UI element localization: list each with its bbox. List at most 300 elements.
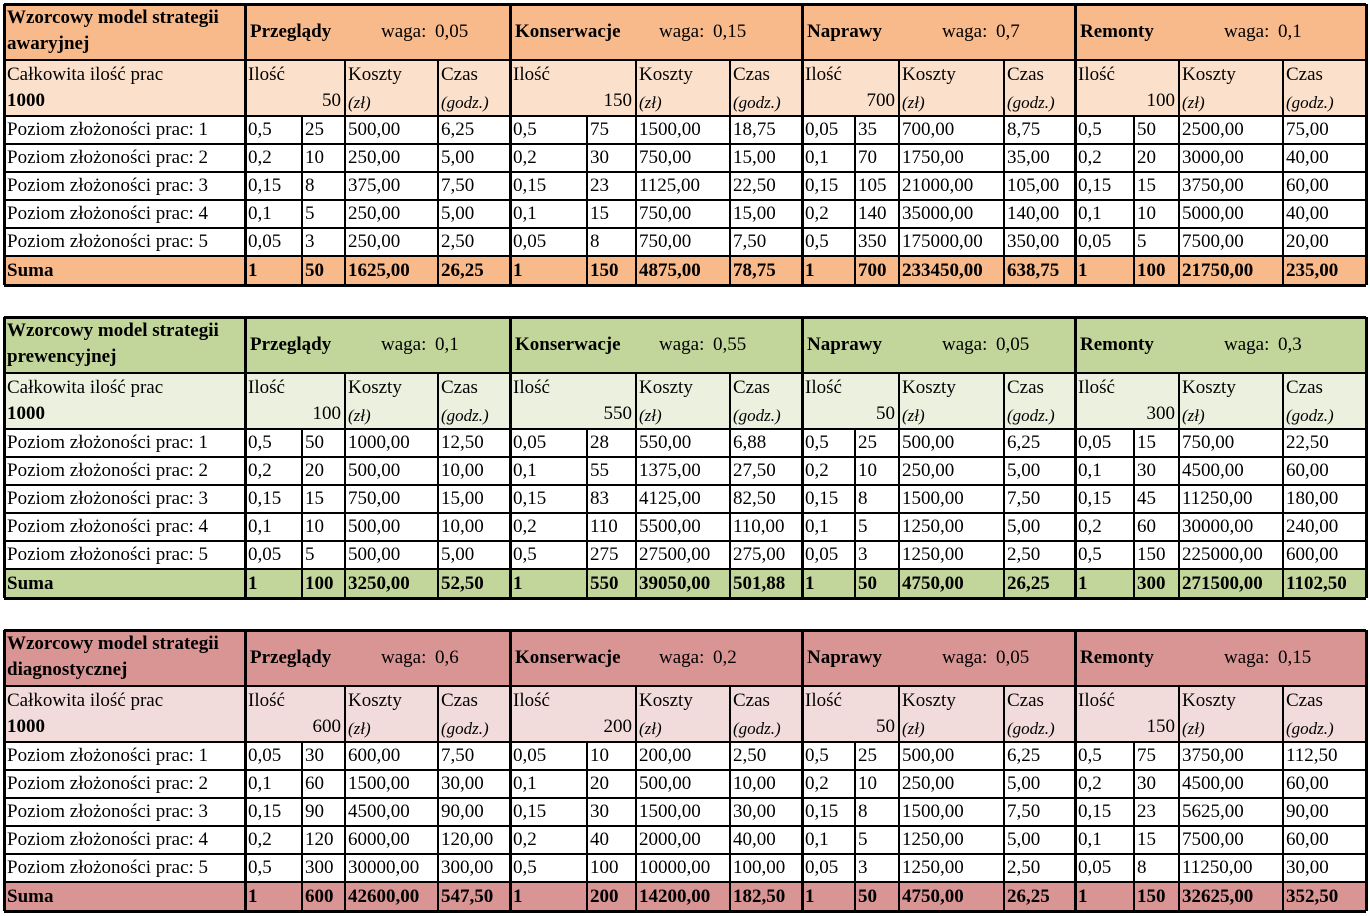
- time-header: Czas: [733, 64, 770, 85]
- total-works-value: 1000: [7, 90, 45, 111]
- table-cell: 0,05: [513, 745, 547, 766]
- table-cell: 10,00: [441, 516, 484, 537]
- level-label: Poziom złożoności prac: 4: [7, 203, 209, 224]
- grid-hline: [4, 456, 1366, 458]
- sum-cell: 1: [248, 260, 258, 281]
- table-cell: 175000,00: [902, 231, 983, 252]
- sum-cell: 26,25: [1007, 573, 1050, 594]
- grid-vline: [898, 686, 900, 911]
- table-cell: 0,2: [805, 773, 829, 794]
- table-cell: 0,15: [248, 175, 282, 196]
- group-name: Naprawy: [807, 21, 882, 42]
- time-header: Czas: [1286, 64, 1323, 85]
- table-cell: 8: [1137, 857, 1147, 878]
- grid-vline: [244, 317, 247, 598]
- grid-hline: [4, 741, 1366, 743]
- table-cell: 0,2: [248, 829, 272, 850]
- table-cell: 0,15: [805, 175, 839, 196]
- weight-label: waga:: [942, 21, 988, 42]
- weight-label: waga:: [659, 21, 705, 42]
- table-cell: 6,25: [1007, 432, 1041, 453]
- grid-vline: [1282, 686, 1284, 911]
- table-cell: 2,50: [1007, 857, 1041, 878]
- time-header: Czas: [441, 690, 478, 711]
- table-cell: 12,50: [441, 432, 484, 453]
- table-cell: 0,05: [1078, 231, 1112, 252]
- grid-vline: [1133, 742, 1135, 911]
- table-cell: 0,1: [1078, 203, 1102, 224]
- table-cell: 0,15: [513, 488, 547, 509]
- table-cell: 500,00: [348, 516, 401, 537]
- table-cell: 40,00: [733, 829, 776, 850]
- section-title-line2: diagnostycznej: [7, 659, 128, 680]
- sum-cell: 600: [305, 886, 334, 907]
- time-unit: (godz.): [1286, 719, 1334, 738]
- table-cell: 100,00: [733, 857, 786, 878]
- qty-header: Ilość: [513, 377, 550, 398]
- table-cell: 7,50: [441, 745, 475, 766]
- table-cell: 60,00: [1286, 773, 1329, 794]
- table-cell: 35000,00: [902, 203, 974, 224]
- cost-unit: (zł): [639, 93, 662, 112]
- cost-header: Koszty: [1182, 64, 1236, 85]
- table-cell: 1500,00: [639, 801, 701, 822]
- time-unit: (godz.): [733, 719, 781, 738]
- table-cell: 75: [590, 119, 609, 140]
- grid-vline: [437, 373, 439, 598]
- grid-hline: [4, 512, 1366, 514]
- table-cell: 60,00: [1286, 829, 1329, 850]
- time-header: Czas: [1286, 377, 1323, 398]
- table-cell: 30,00: [441, 773, 484, 794]
- grid-hline: [4, 428, 1366, 430]
- table-cell: 2000,00: [639, 829, 701, 850]
- table-cell: 1500,00: [348, 773, 410, 794]
- table-cell: 10: [1137, 203, 1156, 224]
- weight-value: 0,3: [1278, 334, 1302, 355]
- table-cell: 8: [858, 801, 868, 822]
- weight-value: 0,55: [713, 334, 747, 355]
- table-cell: 28: [590, 432, 609, 453]
- table-cell: 0,05: [248, 544, 282, 565]
- table-cell: 3750,00: [1182, 175, 1244, 196]
- sum-cell: 1: [1078, 886, 1088, 907]
- level-label: Poziom złożoności prac: 3: [7, 488, 209, 509]
- qty-header: Ilość: [805, 690, 842, 711]
- sum-cell: 1: [805, 260, 815, 281]
- grid-vline: [854, 742, 856, 911]
- table-cell: 5,00: [441, 147, 475, 168]
- sum-cell: 42600,00: [348, 886, 420, 907]
- grid-vline: [301, 742, 303, 911]
- table-cell: 40: [590, 829, 609, 850]
- table-cell: 105,00: [1007, 175, 1060, 196]
- time-header: Czas: [441, 377, 478, 398]
- table-cell: 30: [590, 147, 609, 168]
- grid-hline: [4, 143, 1366, 145]
- grid-vline: [1178, 373, 1180, 598]
- time-header: Czas: [441, 64, 478, 85]
- table-cell: 7,50: [441, 175, 475, 196]
- table-cell: 0,05: [248, 231, 282, 252]
- table-cell: 500,00: [902, 432, 955, 453]
- table-cell: 4500,00: [1182, 773, 1244, 794]
- sum-cell: 700: [858, 260, 887, 281]
- table-cell: 0,5: [248, 857, 272, 878]
- weight-value: 0,1: [435, 334, 459, 355]
- grid-vline: [509, 317, 512, 598]
- sum-label: Suma: [7, 260, 54, 281]
- grid-vline: [3, 630, 6, 911]
- level-label: Poziom złożoności prac: 2: [7, 773, 209, 794]
- cost-header: Koszty: [639, 690, 693, 711]
- grid-vline: [854, 429, 856, 598]
- table-cell: 30: [1137, 773, 1156, 794]
- sum-label: Suma: [7, 886, 54, 907]
- table-cell: 0,05: [805, 544, 839, 565]
- cost-unit: (zł): [1182, 719, 1205, 738]
- time-unit: (godz.): [733, 93, 781, 112]
- sum-cell: 1: [248, 573, 258, 594]
- time-unit: (godz.): [441, 93, 489, 112]
- table-cell: 5,00: [441, 203, 475, 224]
- cost-unit: (zł): [348, 406, 371, 425]
- table-cell: 23: [590, 175, 609, 196]
- table-cell: 0,05: [805, 857, 839, 878]
- table-cell: 0,05: [1078, 432, 1112, 453]
- sum-cell: 150: [1137, 886, 1166, 907]
- table-cell: 600,00: [1286, 544, 1339, 565]
- total-works-value: 1000: [7, 403, 45, 424]
- weight-label: waga:: [381, 334, 427, 355]
- table-cell: 35: [858, 119, 877, 140]
- qty-header: Ilość: [1078, 690, 1115, 711]
- qty-header: Ilość: [248, 377, 285, 398]
- cost-header: Koszty: [902, 64, 956, 85]
- table-cell: 0,1: [248, 516, 272, 537]
- table-cell: 5: [858, 829, 868, 850]
- grid-vline: [729, 373, 731, 598]
- section-title-line1: Wzorcowy model strategii: [7, 320, 219, 341]
- table-cell: 5000,00: [1182, 203, 1244, 224]
- grid-vline: [729, 60, 731, 285]
- sum-cell: 100: [1137, 260, 1166, 281]
- grid-hline: [4, 3, 1366, 6]
- table-cell: 3: [858, 857, 868, 878]
- cost-header: Koszty: [1182, 690, 1236, 711]
- table-cell: 90: [305, 801, 324, 822]
- table-cell: 3: [858, 544, 868, 565]
- grid-vline: [898, 60, 900, 285]
- group-total-qty: 550: [603, 403, 632, 424]
- cost-unit: (zł): [348, 719, 371, 738]
- table-cell: 0,1: [248, 773, 272, 794]
- group-total-qty: 300: [1146, 403, 1175, 424]
- table-cell: 0,5: [248, 432, 272, 453]
- table-cell: 20: [305, 460, 324, 481]
- table-cell: 700,00: [902, 119, 955, 140]
- group-name: Remonty: [1080, 21, 1154, 42]
- table-cell: 250,00: [902, 773, 955, 794]
- table-cell: 240,00: [1286, 516, 1339, 537]
- sum-cell: 39050,00: [639, 573, 711, 594]
- sum-cell: 1: [1078, 260, 1088, 281]
- table-cell: 30: [305, 745, 324, 766]
- table-cell: 75: [1137, 745, 1156, 766]
- time-unit: (godz.): [441, 406, 489, 425]
- table-cell: 275: [590, 544, 619, 565]
- time-unit: (godz.): [1286, 93, 1334, 112]
- weight-label: waga:: [659, 334, 705, 355]
- sum-cell: 1102,50: [1286, 573, 1347, 594]
- table-cell: 30,00: [1286, 857, 1329, 878]
- grid-vline: [344, 60, 346, 285]
- table-cell: 0,1: [248, 203, 272, 224]
- table-cell: 8: [590, 231, 600, 252]
- time-header: Czas: [1007, 377, 1044, 398]
- section-title-line1: Wzorcowy model strategii: [7, 633, 219, 654]
- grid-vline: [586, 116, 588, 285]
- grid-vline: [1365, 317, 1368, 598]
- weight-value: 0,15: [713, 21, 747, 42]
- grid-hline: [4, 881, 1366, 883]
- sum-cell: 501,88: [733, 573, 786, 594]
- sum-cell: 1: [1078, 573, 1088, 594]
- grid-hline: [4, 227, 1366, 229]
- time-header: Czas: [1007, 64, 1044, 85]
- table-cell: 0,2: [513, 147, 537, 168]
- table-cell: 0,5: [513, 857, 537, 878]
- table-cell: 10,00: [733, 773, 776, 794]
- grid-hline: [4, 597, 1366, 600]
- time-header: Czas: [1286, 690, 1323, 711]
- cost-header: Koszty: [639, 64, 693, 85]
- sum-cell: 3250,00: [348, 573, 410, 594]
- weight-value: 0,2: [713, 647, 737, 668]
- weight-label: waga:: [381, 647, 427, 668]
- table-cell: 90,00: [1286, 801, 1329, 822]
- table-cell: 15,00: [733, 147, 776, 168]
- table-cell: 0,1: [1078, 460, 1102, 481]
- table-cell: 70: [858, 147, 877, 168]
- table-cell: 4500,00: [348, 801, 410, 822]
- weight-value: 0,7: [996, 21, 1020, 42]
- table-cell: 0,2: [1078, 516, 1102, 537]
- table-cell: 30: [1137, 460, 1156, 481]
- table-cell: 140,00: [1007, 203, 1060, 224]
- group-name: Przeglądy: [250, 21, 332, 42]
- table-cell: 0,15: [1078, 175, 1112, 196]
- table-cell: 250,00: [348, 203, 401, 224]
- grid-vline: [898, 373, 900, 598]
- grid-hline: [4, 171, 1366, 173]
- sum-cell: 200: [590, 886, 619, 907]
- table-cell: 5,00: [1007, 516, 1041, 537]
- table-cell: 105: [858, 175, 887, 196]
- table-cell: 140: [858, 203, 887, 224]
- sum-cell: 50: [305, 260, 324, 281]
- table-cell: 3000,00: [1182, 147, 1244, 168]
- table-cell: 750,00: [348, 488, 401, 509]
- group-name: Remonty: [1080, 647, 1154, 668]
- group-total-qty: 50: [322, 90, 341, 111]
- level-label: Poziom złożoności prac: 2: [7, 460, 209, 481]
- table-cell: 350,00: [1007, 231, 1060, 252]
- table-cell: 5500,00: [639, 516, 701, 537]
- table-cell: 7,50: [733, 231, 767, 252]
- level-label: Poziom złożoności prac: 1: [7, 432, 209, 453]
- weight-label: waga:: [1224, 21, 1270, 42]
- time-header: Czas: [733, 690, 770, 711]
- table-cell: 1250,00: [902, 829, 964, 850]
- table-cell: 225000,00: [1182, 544, 1263, 565]
- grid-vline: [635, 373, 637, 598]
- sum-cell: 50: [858, 573, 877, 594]
- time-header: Czas: [733, 377, 770, 398]
- table-cell: 0,2: [805, 203, 829, 224]
- cost-header: Koszty: [348, 690, 402, 711]
- table-cell: 5: [858, 516, 868, 537]
- table-cell: 1125,00: [639, 175, 701, 196]
- weight-label: waga:: [942, 647, 988, 668]
- grid-vline: [509, 630, 512, 911]
- table-cell: 250,00: [348, 231, 401, 252]
- grid-vline: [586, 429, 588, 598]
- table-cell: 0,05: [513, 432, 547, 453]
- grid-vline: [635, 60, 637, 285]
- table-cell: 0,05: [248, 745, 282, 766]
- level-label: Poziom złożoności prac: 1: [7, 745, 209, 766]
- grid-vline: [1178, 686, 1180, 911]
- table-cell: 27,50: [733, 460, 776, 481]
- sum-cell: 235,00: [1286, 260, 1339, 281]
- table-cell: 750,00: [639, 231, 692, 252]
- group-name: Przeglądy: [250, 647, 332, 668]
- table-cell: 5,00: [1007, 829, 1041, 850]
- cost-header: Koszty: [902, 690, 956, 711]
- table-cell: 200,00: [639, 745, 692, 766]
- cost-unit: (zł): [348, 93, 371, 112]
- grid-hline: [4, 255, 1366, 257]
- cost-header: Koszty: [348, 64, 402, 85]
- table-cell: 0,5: [1078, 119, 1102, 140]
- table-cell: 55: [590, 460, 609, 481]
- grid-vline: [1365, 4, 1368, 285]
- table-cell: 300,00: [441, 857, 494, 878]
- group-total-qty: 600: [312, 716, 341, 737]
- sum-cell: 1: [513, 260, 523, 281]
- table-cell: 300: [305, 857, 334, 878]
- table-cell: 0,5: [513, 544, 537, 565]
- grid-vline: [244, 4, 247, 285]
- grid-hline: [4, 629, 1366, 632]
- table-cell: 8,75: [1007, 119, 1041, 140]
- cost-header: Koszty: [902, 377, 956, 398]
- table-cell: 15: [590, 203, 609, 224]
- table-cell: 0,2: [248, 147, 272, 168]
- table-cell: 5,00: [1007, 773, 1041, 794]
- sum-cell: 547,50: [441, 886, 494, 907]
- sum-cell: 1: [513, 886, 523, 907]
- time-unit: (godz.): [1007, 719, 1055, 738]
- table-cell: 40,00: [1286, 147, 1329, 168]
- table-cell: 3: [305, 231, 315, 252]
- cost-header: Koszty: [1182, 377, 1236, 398]
- sum-cell: 21750,00: [1182, 260, 1254, 281]
- sum-cell: 233450,00: [902, 260, 983, 281]
- level-label: Poziom złożoności prac: 4: [7, 516, 209, 537]
- level-label: Poziom złożoności prac: 3: [7, 801, 209, 822]
- table-cell: 750,00: [639, 147, 692, 168]
- sum-cell: 26,25: [1007, 886, 1050, 907]
- group-name: Naprawy: [807, 334, 882, 355]
- grid-hline: [4, 910, 1366, 913]
- sum-cell: 4875,00: [639, 260, 701, 281]
- table-cell: 15: [305, 488, 324, 509]
- table-cell: 600,00: [348, 745, 401, 766]
- table-cell: 10000,00: [639, 857, 711, 878]
- table-cell: 8: [858, 488, 868, 509]
- table-cell: 5625,00: [1182, 801, 1244, 822]
- table-cell: 20: [1137, 147, 1156, 168]
- table-cell: 0,5: [805, 432, 829, 453]
- grid-vline: [1178, 60, 1180, 285]
- sum-cell: 300: [1137, 573, 1166, 594]
- table-cell: 0,05: [805, 119, 839, 140]
- cost-header: Koszty: [348, 377, 402, 398]
- grid-vline: [1365, 630, 1368, 911]
- weight-value: 0,05: [996, 647, 1030, 668]
- table-cell: 15,00: [441, 488, 484, 509]
- table-cell: 22,50: [733, 175, 776, 196]
- table-cell: 25: [305, 119, 324, 140]
- table-cell: 18,75: [733, 119, 776, 140]
- sum-cell: 14200,00: [639, 886, 711, 907]
- cost-unit: (zł): [639, 406, 662, 425]
- table-cell: 0,1: [513, 773, 537, 794]
- group-total-qty: 100: [312, 403, 341, 424]
- table-cell: 0,1: [805, 147, 829, 168]
- table-cell: 350: [858, 231, 887, 252]
- table-cell: 0,2: [513, 829, 537, 850]
- sum-cell: 1625,00: [348, 260, 410, 281]
- table-cell: 20,00: [1286, 231, 1329, 252]
- table-cell: 0,5: [248, 119, 272, 140]
- table-cell: 30000,00: [348, 857, 420, 878]
- table-cell: 75,00: [1286, 119, 1329, 140]
- group-name: Konserwacje: [515, 21, 621, 42]
- table-cell: 0,2: [805, 460, 829, 481]
- table-cell: 100: [590, 857, 619, 878]
- group-total-qty: 50: [876, 716, 895, 737]
- grid-vline: [437, 60, 439, 285]
- table-cell: 180,00: [1286, 488, 1339, 509]
- table-cell: 60,00: [1286, 175, 1329, 196]
- table-cell: 0,15: [1078, 488, 1112, 509]
- table-cell: 500,00: [348, 460, 401, 481]
- grid-vline: [1282, 60, 1284, 285]
- sum-cell: 1: [805, 886, 815, 907]
- weight-label: waga:: [942, 334, 988, 355]
- table-cell: 1250,00: [902, 516, 964, 537]
- sum-cell: 550: [590, 573, 619, 594]
- sum-cell: 150: [590, 260, 619, 281]
- grid-vline: [509, 4, 512, 285]
- table-cell: 40,00: [1286, 203, 1329, 224]
- table-cell: 0,15: [805, 488, 839, 509]
- grid-vline: [1003, 60, 1005, 285]
- sum-cell: 352,50: [1286, 886, 1339, 907]
